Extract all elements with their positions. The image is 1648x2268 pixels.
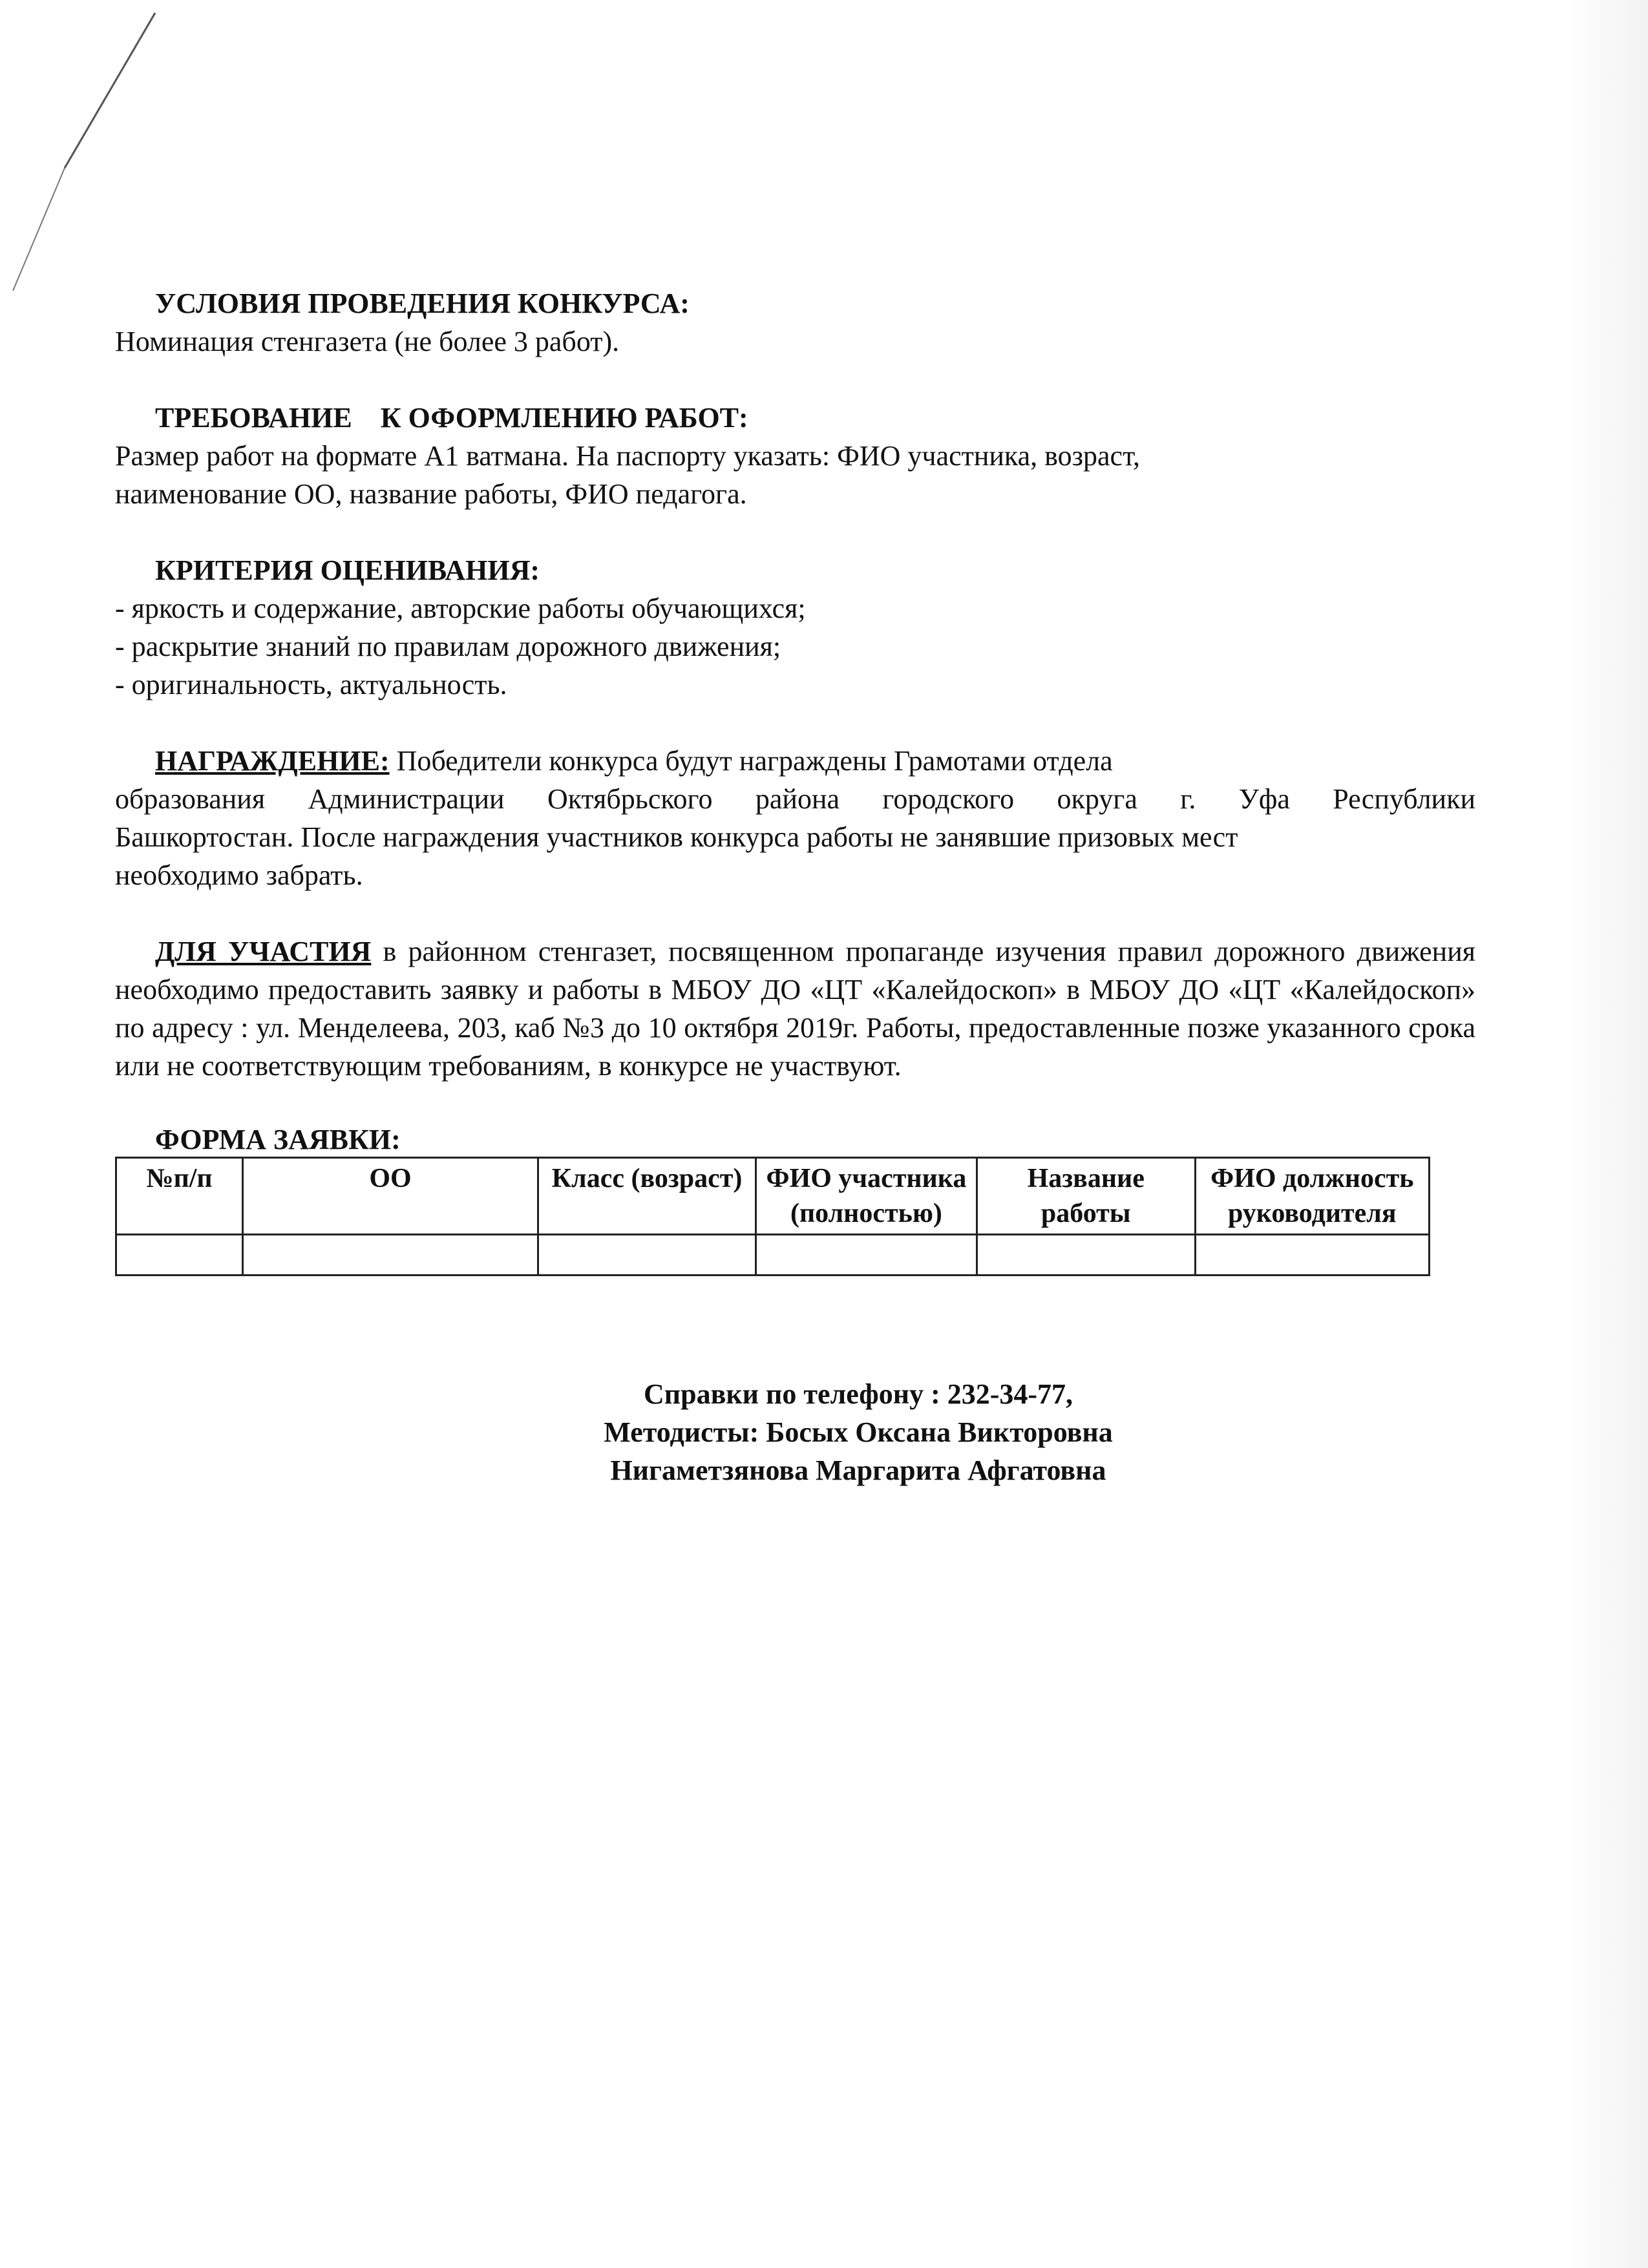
- contact-methodists: Методисты: Босых Оксана Викторовна: [604, 1416, 1113, 1448]
- award-line-1: [115, 742, 1472, 780]
- table-cell[interactable]: [538, 1235, 756, 1276]
- table-cell[interactable]: [1195, 1235, 1429, 1276]
- table-cell[interactable]: [977, 1235, 1195, 1276]
- requirements-line-1: Размер работ на формате А1 ватмана. На паспорту указать: ФИО участника, возраст,: [115, 440, 1140, 472]
- column-number: №п/п: [116, 1158, 243, 1235]
- award-text-1: Победители конкурса будут награждены Грамотами отдела: [389, 745, 1113, 777]
- participation-label: ДЛЯ УЧАСТИЯ: [155, 936, 372, 967]
- criteria-item: - оригинальность, актуальность.: [115, 669, 507, 700]
- table-cell[interactable]: [243, 1235, 538, 1276]
- conditions-heading: УСЛОВИЯ ПРОВЕДЕНИЯ КОНКУРСА:: [155, 288, 690, 319]
- scan-artifact-line: [0, 0, 168, 304]
- contact-second-methodist: Нигаметзянова Маргарита Афгатовна: [610, 1454, 1106, 1486]
- criteria-heading: КРИТЕРИЯ ОЦЕНИВАНИЯ:: [155, 554, 540, 586]
- award-line-4: необходимо забрать.: [115, 859, 363, 891]
- column-organization: ОО: [243, 1158, 538, 1235]
- criteria-item: - раскрытие знаний по правилам дорожного движения;: [115, 631, 781, 662]
- column-participant: ФИО участника (полностью): [755, 1158, 977, 1235]
- participation-paragraph: [115, 932, 1475, 1085]
- table-cell[interactable]: [116, 1235, 243, 1276]
- table-cell[interactable]: [755, 1235, 977, 1276]
- table-header-row: [116, 1158, 1430, 1235]
- table-row: [116, 1235, 1430, 1276]
- document-body: [115, 284, 1475, 1276]
- application-form-table: [115, 1157, 1430, 1276]
- award-label: НАГРАЖДЕНИЕ:: [155, 745, 390, 777]
- conditions-text: Номинация стенгазета (не более 3 работ).: [115, 326, 620, 357]
- award-line-3: Башкортостан. После награждения участников конкурса работы не занявшие призовых мест: [115, 821, 1238, 853]
- award-line-2: образования Администрации Октябрьского района городского округа г. Уфа Республики: [115, 783, 1475, 815]
- contacts-block: [115, 1375, 1601, 1489]
- contact-phone: Справки по телефону : 232-34-77,: [643, 1378, 1073, 1410]
- participation-text: в районном стенгазет, посвященном пропаганде изучения правил дорожного движения необходимо предоставить заявку и работы в МБОУ ДО «ЦТ «Калейдоскоп» в МБОУ ДО «ЦТ «Калейдоскоп» по адресу : ул. Менделеева, 203, каб №3 до 10 октября 2019г. Работы, предоставленные позже указанного срока или не соответствующим требованиям, в конкурсе не участвуют.: [115, 936, 1475, 1082]
- column-work-title: Название работы: [977, 1158, 1195, 1235]
- scan-shadow-edge: [1564, 0, 1648, 2268]
- requirements-line-2: наименование ОО, название работы, ФИО педагога.: [115, 478, 747, 510]
- form-heading: ФОРМА ЗАЯВКИ:: [155, 1124, 401, 1155]
- criteria-item: - яркость и содержание, авторские работы обучающихся;: [115, 593, 806, 624]
- requirements-heading: ТРЕБОВАНИЕ К ОФОРМЛЕНИЮ РАБОТ:: [155, 402, 748, 434]
- column-supervisor: ФИО должность руководителя: [1195, 1158, 1429, 1235]
- column-class: Класс (возраст): [538, 1158, 756, 1235]
